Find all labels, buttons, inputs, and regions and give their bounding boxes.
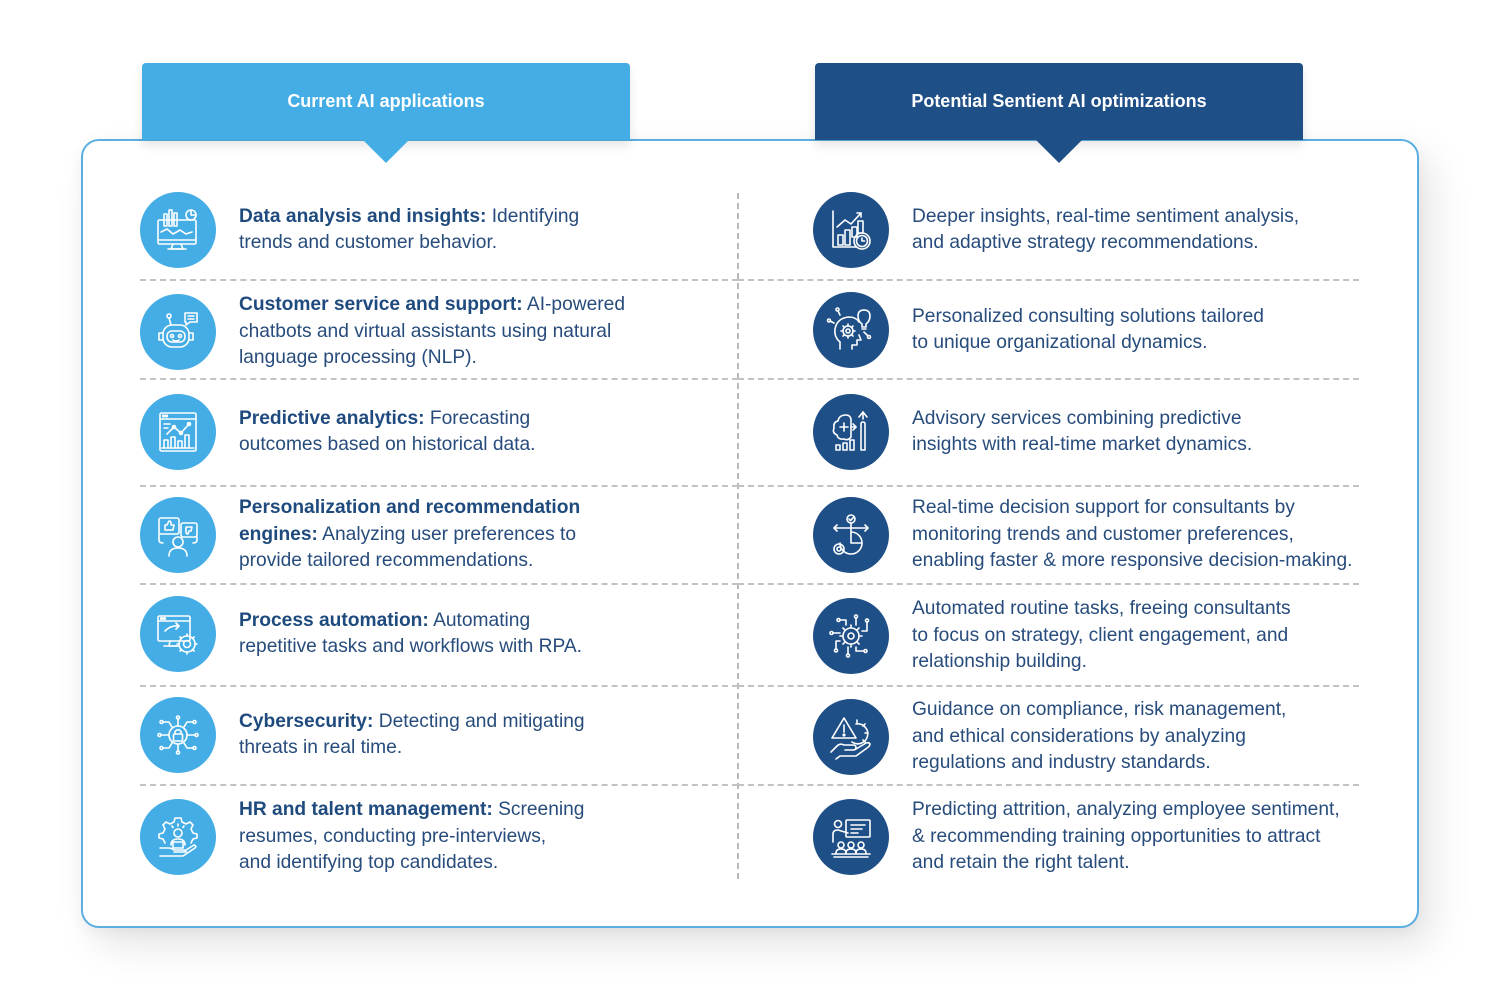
current-item-customer-service (140, 292, 738, 372)
item-title: Cybersecurity: (239, 710, 374, 732)
sentient-item-text (912, 596, 1291, 676)
current-item-predictive-analytics (140, 394, 738, 470)
growth-chart-clock-icon (813, 192, 889, 268)
item-title: Process automation: (239, 609, 429, 631)
data-analysis-monitor-icon (140, 192, 216, 268)
item-text-line: AI-powered (522, 294, 626, 315)
row-divider (140, 784, 738, 786)
row-divider (738, 485, 1359, 487)
item-text-line: and identifying top candidates. (239, 852, 499, 873)
sentient-item-decision-support (813, 495, 1359, 575)
header-current-ai-label: Current AI applications (287, 91, 485, 111)
sentient-item-talent (813, 797, 1359, 877)
item-text-line: Real-time decision support for consultants by (912, 497, 1295, 518)
item-text-line: Personalized consulting solutions tailored (912, 305, 1264, 327)
current-item-process-automation (140, 596, 738, 672)
item-text-line: and ethical considerations by analyzing (912, 725, 1246, 747)
item-text-line: and retain the right talent. (912, 852, 1130, 873)
current-item-text (239, 204, 579, 257)
item-text-line: regulations and industry standards. (912, 752, 1211, 773)
item-title: Personalization and recommendation (239, 497, 581, 518)
sentient-item-text (912, 204, 1299, 257)
current-item-text (239, 406, 536, 459)
row-divider (140, 485, 738, 487)
decision-arrows-pie-icon (813, 497, 889, 573)
sentient-item-text (912, 406, 1252, 459)
hr-talent-gear-hand-icon (140, 799, 216, 875)
current-item-hr-talent (140, 797, 738, 877)
row-divider (738, 784, 1359, 786)
brain-bar-growth-icon (813, 394, 889, 470)
current-item-text (239, 709, 585, 762)
process-automation-gear-icon (140, 596, 216, 672)
sentient-item-automation (813, 596, 1359, 676)
header-current-ai (142, 63, 630, 140)
sentient-item-compliance (813, 697, 1359, 777)
sentient-item-text (912, 697, 1286, 777)
item-text-line: relationship building. (912, 651, 1087, 672)
sentient-item-text (912, 495, 1352, 575)
item-text-line: repetitive tasks and workflows with RPA. (239, 636, 583, 657)
item-text-line: Automated routine tasks, freeing consultants (912, 598, 1291, 619)
item-title: Data analysis and insights: (239, 205, 487, 227)
row-divider (140, 583, 738, 585)
current-item-text (239, 797, 584, 877)
automation-circuit-gear-icon (813, 598, 889, 674)
item-text-line: and adaptive strategy recommendations. (912, 232, 1259, 253)
item-text-line: Detecting and mitigating (373, 710, 585, 732)
current-item-text (239, 292, 625, 372)
item-text-line: Advisory services combining predictive (912, 407, 1242, 429)
item-text-line: chatbots and virtual assistants using natural (239, 320, 612, 342)
sentient-item-text (912, 797, 1340, 877)
row-divider (140, 685, 738, 687)
item-text-line: resumes, conducting pre-interviews, (239, 825, 547, 847)
item-text-line: Guidance on compliance, risk management, (912, 699, 1287, 720)
item-text-line: enabling faster & more responsive decision-making. (912, 550, 1353, 571)
training-presentation-icon (813, 799, 889, 875)
item-text-line: Screening (492, 799, 585, 820)
item-text-line: language processing (NLP). (239, 347, 477, 368)
item-text-line: provide tailored recommendations. (239, 550, 534, 571)
row-divider (738, 279, 1359, 281)
item-text-line: to focus on strategy, client engagement, and (912, 624, 1289, 646)
item-text-line: threats in real time. (239, 737, 403, 758)
current-item-data-analysis (140, 192, 738, 268)
row-divider (738, 685, 1359, 687)
row-divider (140, 378, 738, 380)
item-title: HR and talent management: (239, 799, 493, 820)
header-sentient-ai (815, 63, 1303, 140)
item-text-line: to unique organizational dynamics. (912, 332, 1208, 353)
row-divider (140, 279, 738, 281)
item-text-line: & recommending training opportunities to attract (912, 825, 1321, 847)
cybersecurity-lock-circuit-icon (140, 697, 216, 773)
sentient-item-advisory (813, 394, 1359, 470)
item-title: Customer service and support: (239, 294, 523, 315)
current-item-text (239, 608, 582, 661)
item-text-line: Analyzing user preferences to (317, 523, 577, 545)
item-text-line: outcomes based on historical data. (239, 434, 536, 455)
personalization-feedback-icon (140, 497, 216, 573)
compliance-warning-hand-icon (813, 699, 889, 775)
row-divider (738, 378, 1359, 380)
sentient-item-consulting (813, 292, 1359, 368)
item-text-line: Predicting attrition, analyzing employee sentiment, (912, 799, 1340, 820)
row-divider (738, 583, 1359, 585)
head-gear-lightbulb-icon (813, 292, 889, 368)
predictive-analytics-chart-icon (140, 394, 216, 470)
current-item-personalization (140, 495, 738, 575)
current-item-cybersecurity (140, 697, 738, 773)
item-text-line: monitoring trends and customer preferences, (912, 523, 1294, 545)
item-text-line: Deeper insights, real-time sentiment analysis, (912, 205, 1300, 227)
item-title: engines: (239, 523, 318, 545)
sentient-item-text (912, 304, 1264, 357)
item-title: Predictive analytics: (239, 407, 425, 429)
current-item-text (239, 495, 580, 575)
item-text-line: Forecasting (424, 407, 531, 429)
chatbot-robot-icon (140, 294, 216, 370)
item-text-line: insights with real-time market dynamics. (912, 434, 1253, 455)
item-text-line: Automating (428, 609, 531, 631)
item-text-line: trends and customer behavior. (239, 232, 498, 253)
item-text-line: Identifying (486, 205, 580, 227)
sentient-item-insights (813, 192, 1359, 268)
header-sentient-ai-label: Potential Sentient AI optimizations (911, 91, 1207, 111)
